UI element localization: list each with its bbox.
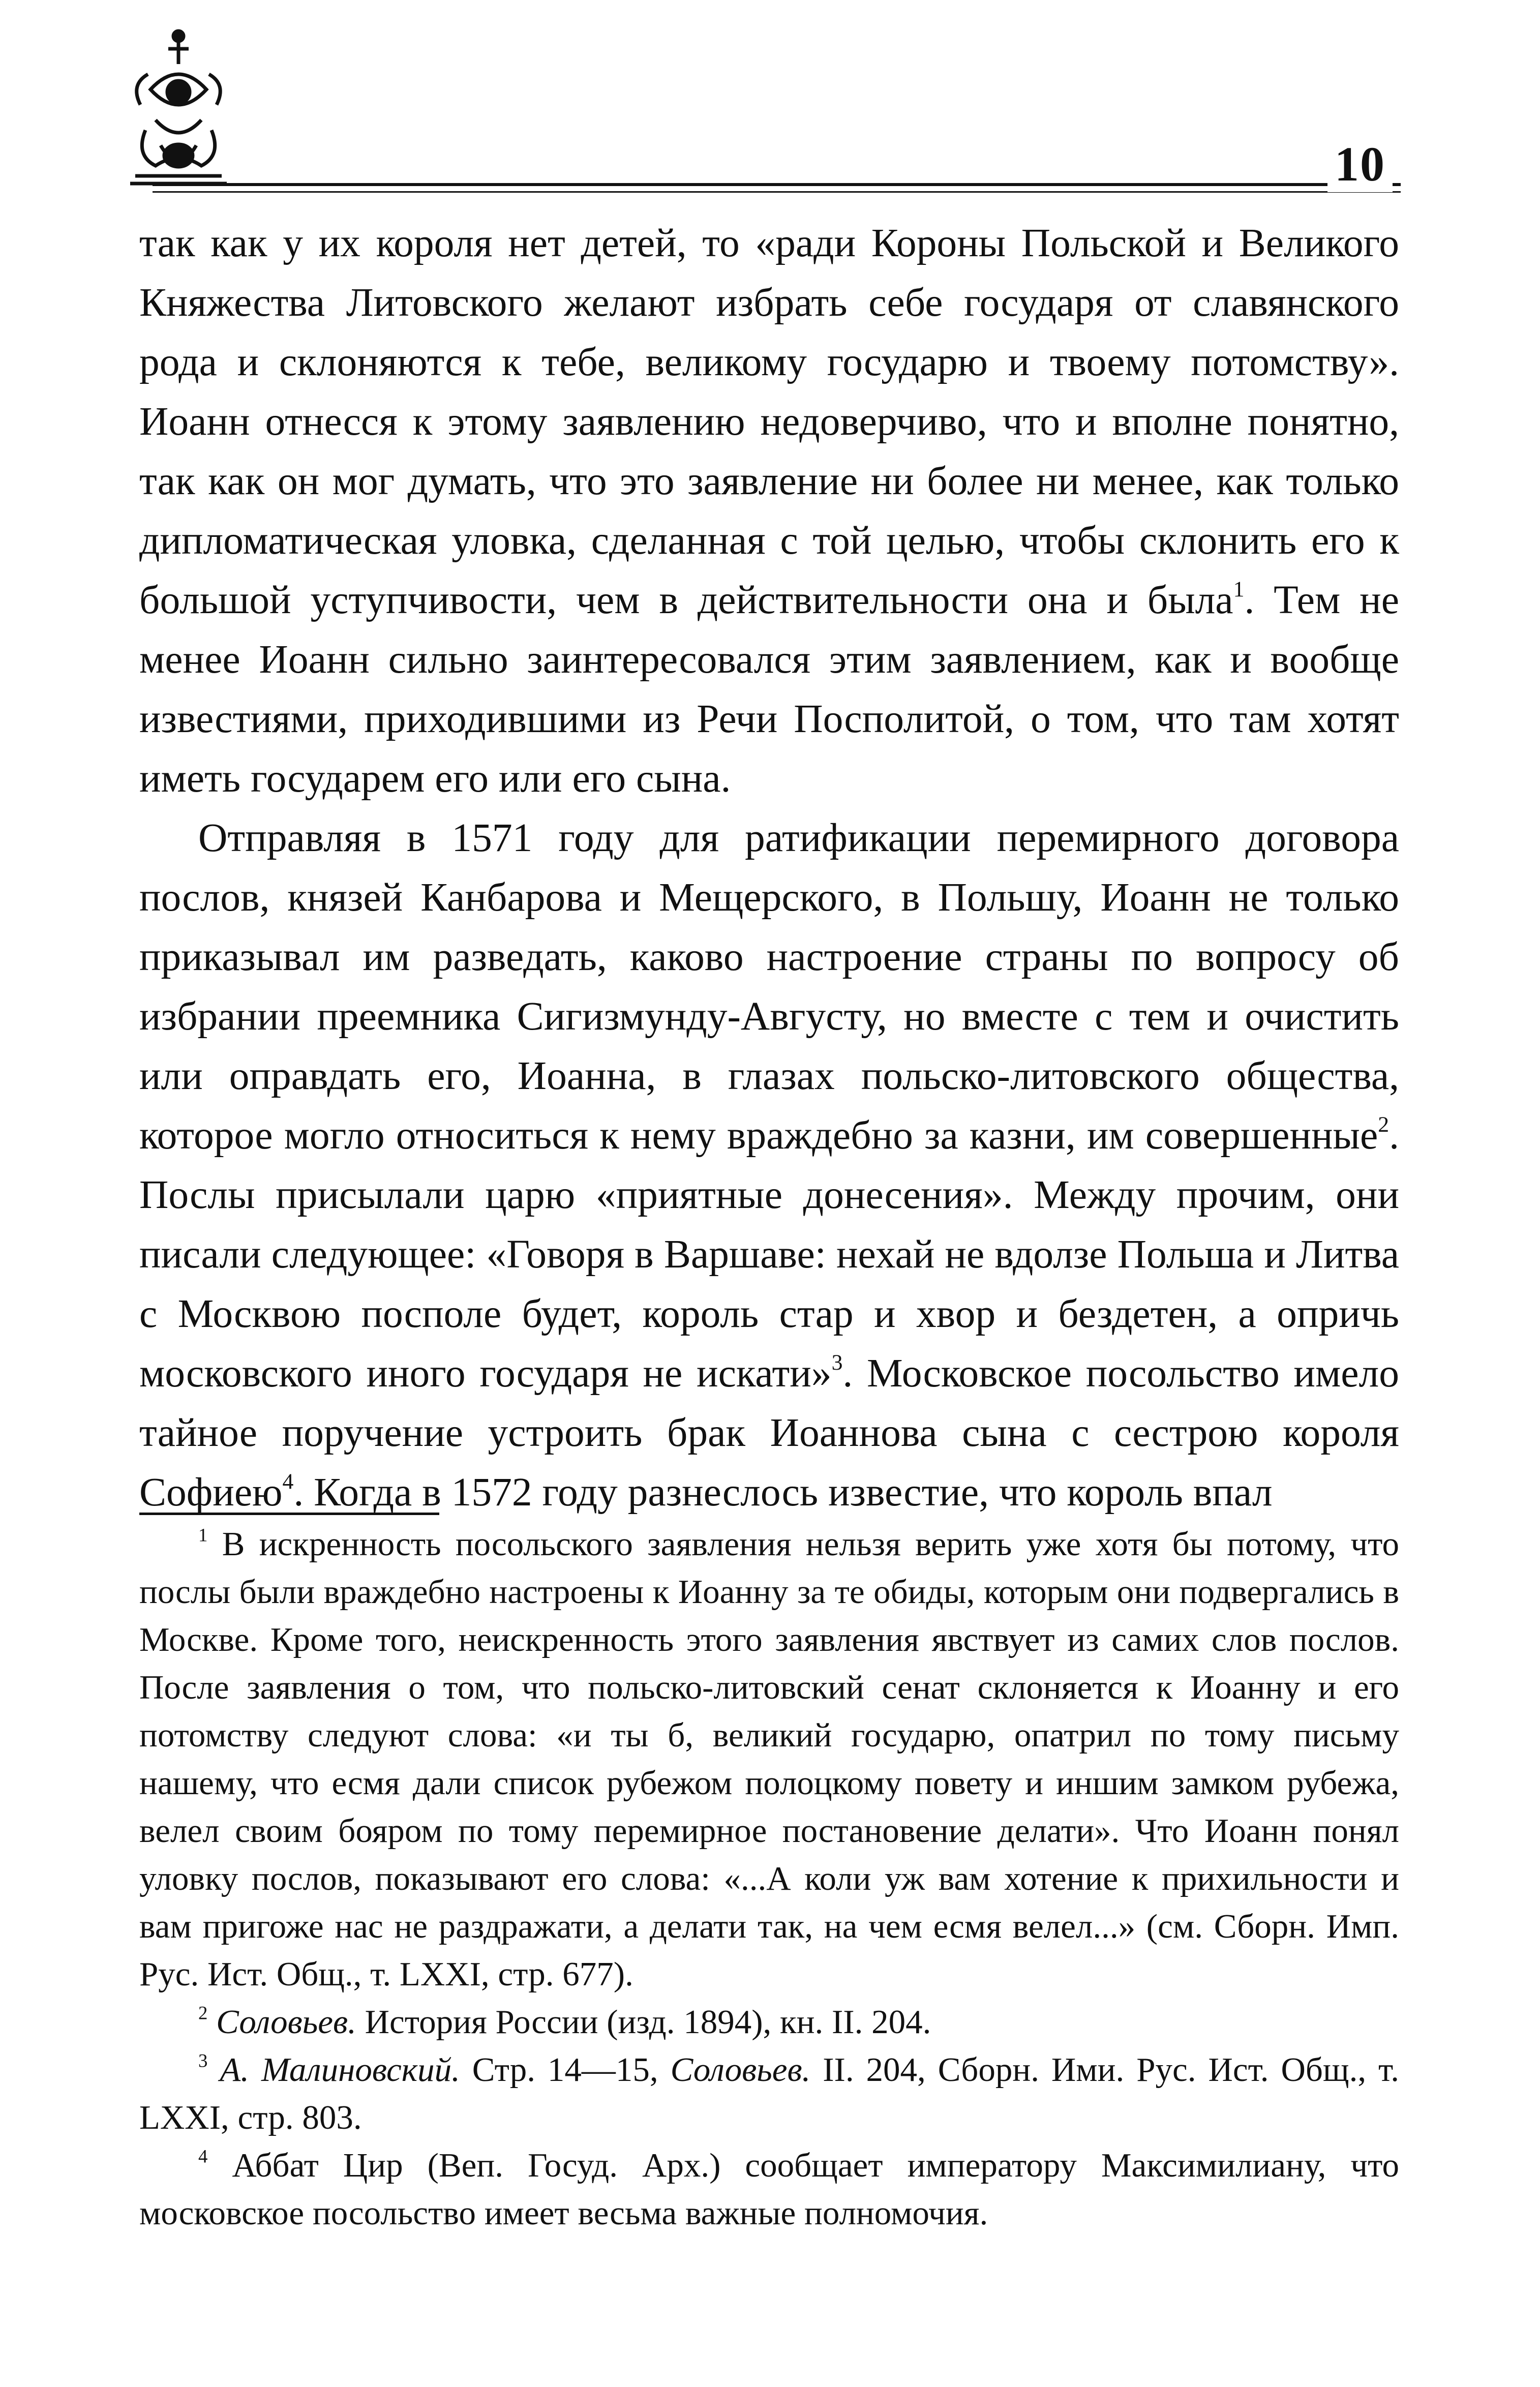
paragraph-2-text-a: Отправляя в 1571 году для ратификации перемирного договора послов, князей Канбарова и Мещерского, в Польшу, Иоанн не только приказывал им разведать, каково настроение страны по вопросу об избрании преемника Сигизмунду-Августу, но вместе с тем и очистить или оправдать его, Иоанна, в глазах польско-литовского общества, которое могло относиться к нему враждебно за казни, им совершенные xyxy=(139,815,1399,1158)
footnote-4-number: 4 xyxy=(198,2146,208,2167)
footnote-1 xyxy=(139,1520,1399,1998)
paragraph-2 xyxy=(139,808,1399,1522)
paragraph-1-end: . Тем не менее Иоанн сильно заинтересовался этим заявлением, как и вообще известиями, приходившими из Речи Посполитой, о том, что там хотят иметь государем его или его сына. xyxy=(139,578,1399,801)
paragraph-2-text-b: . Послы присылали царю «приятные донесения». Между прочим, они писали следующее: «Говоря в Варшаве: нехай не вдолзе Польша и Литва с Москвою посполе будет, король стар и хвор и бездетен, а опричь московского иного государя не искати» xyxy=(139,1113,1399,1396)
footnote-2 xyxy=(139,1998,1399,2046)
footnote-1-text: В искренность посольского заявления нельзя верить уже хотя бы потому, что послы были враждебно настроены к Иоанну за те обиды, которым они подвергались в Москве. Кроме того, неискренность этого заявления явствует из самих слов послов. После заявления о том, что польско-литовский сенат склоняется к Иоанну и его потомству следуют слова: «и ты б, великий государю, опатрил по тому письму нашему, что есмя дали список рубежом полоцкому повету и иншим замком рубежа, велел своим бояром по тому перемирное постановение делати». Что Иоанн понял уловку послов, показывают его слова: «...А коли уж вам хотение к прихильности и вам пригоже нас не раздражати, а делати так, на чем есмя велел...» (см. Сборн. Имп. Рус. Ист. Общ., т. LXXI, стр. 677). xyxy=(139,1525,1399,1993)
footnote-3 xyxy=(139,2046,1399,2141)
main-text xyxy=(139,214,1399,1522)
ornament-emblem-icon xyxy=(120,28,237,191)
footnote-ref-3: 3 xyxy=(831,1350,843,1375)
footnote-1-number: 1 xyxy=(198,1524,208,1546)
footnote-2-number: 2 xyxy=(198,2002,208,2023)
paragraph-1-text: так как у их короля нет детей, то «ради Короны Польской и Великого Княжества Литовского желают избрать себе государя от славянского рода и склоняются к тебе, великому государю и твоему потомству». Иоанн отнесся к этому заявлению недоверчиво, что и вполне понятно, так как он мог думать, что это заявление ни более ни менее, как только дипломатическая уловка, сделанная с той целью, чтобы склонить его к большой уступчивости, чем в действительности она и была xyxy=(139,221,1399,622)
paragraph-2-text-c: . Московское посольство имело тайное поручение устроить брак Иоаннова сына с сестрою короля Софиею xyxy=(139,1351,1399,1515)
footnote-4-text: Аббат Цир (Веп. Госуд. Арх.) сообщает императору Максимилиану, что московское посольство имеет весьма важные полномочия. xyxy=(139,2147,1399,2232)
footnote-3-number: 3 xyxy=(198,2050,208,2071)
page-number: 10 xyxy=(1327,136,1393,192)
footnote-ref-2: 2 xyxy=(1378,1112,1390,1137)
footnote-separator xyxy=(139,1513,439,1515)
paragraph-2-text-d: . Когда в 1572 году разнеслось известие, что король впал xyxy=(293,1470,1273,1515)
footnote-3-author-1: А. Малиновский. xyxy=(220,2051,460,2089)
footnote-2-text: История России (изд. 1894), кн. II. 204. xyxy=(356,2003,931,2041)
footnote-2-author: Соловьев. xyxy=(216,2003,356,2041)
footnote-4 xyxy=(139,2141,1399,2237)
footnote-ref-1: 1 xyxy=(1233,577,1245,602)
footnote-3-text: II. 204, Сборн. Ими. Рус. Ист. Общ., т. LXXI, стр. 803. xyxy=(139,2051,1400,2136)
footnote-ref-4: 4 xyxy=(282,1469,294,1494)
header-rule-thick xyxy=(153,183,1401,186)
header-rule-thin xyxy=(153,191,1401,193)
footnote-3-mid: Стр. 14—15, xyxy=(460,2051,671,2089)
footnotes xyxy=(139,1520,1399,2237)
footnote-3-author-2: Соловьев. xyxy=(670,2051,811,2089)
paragraph-1 xyxy=(139,214,1399,808)
